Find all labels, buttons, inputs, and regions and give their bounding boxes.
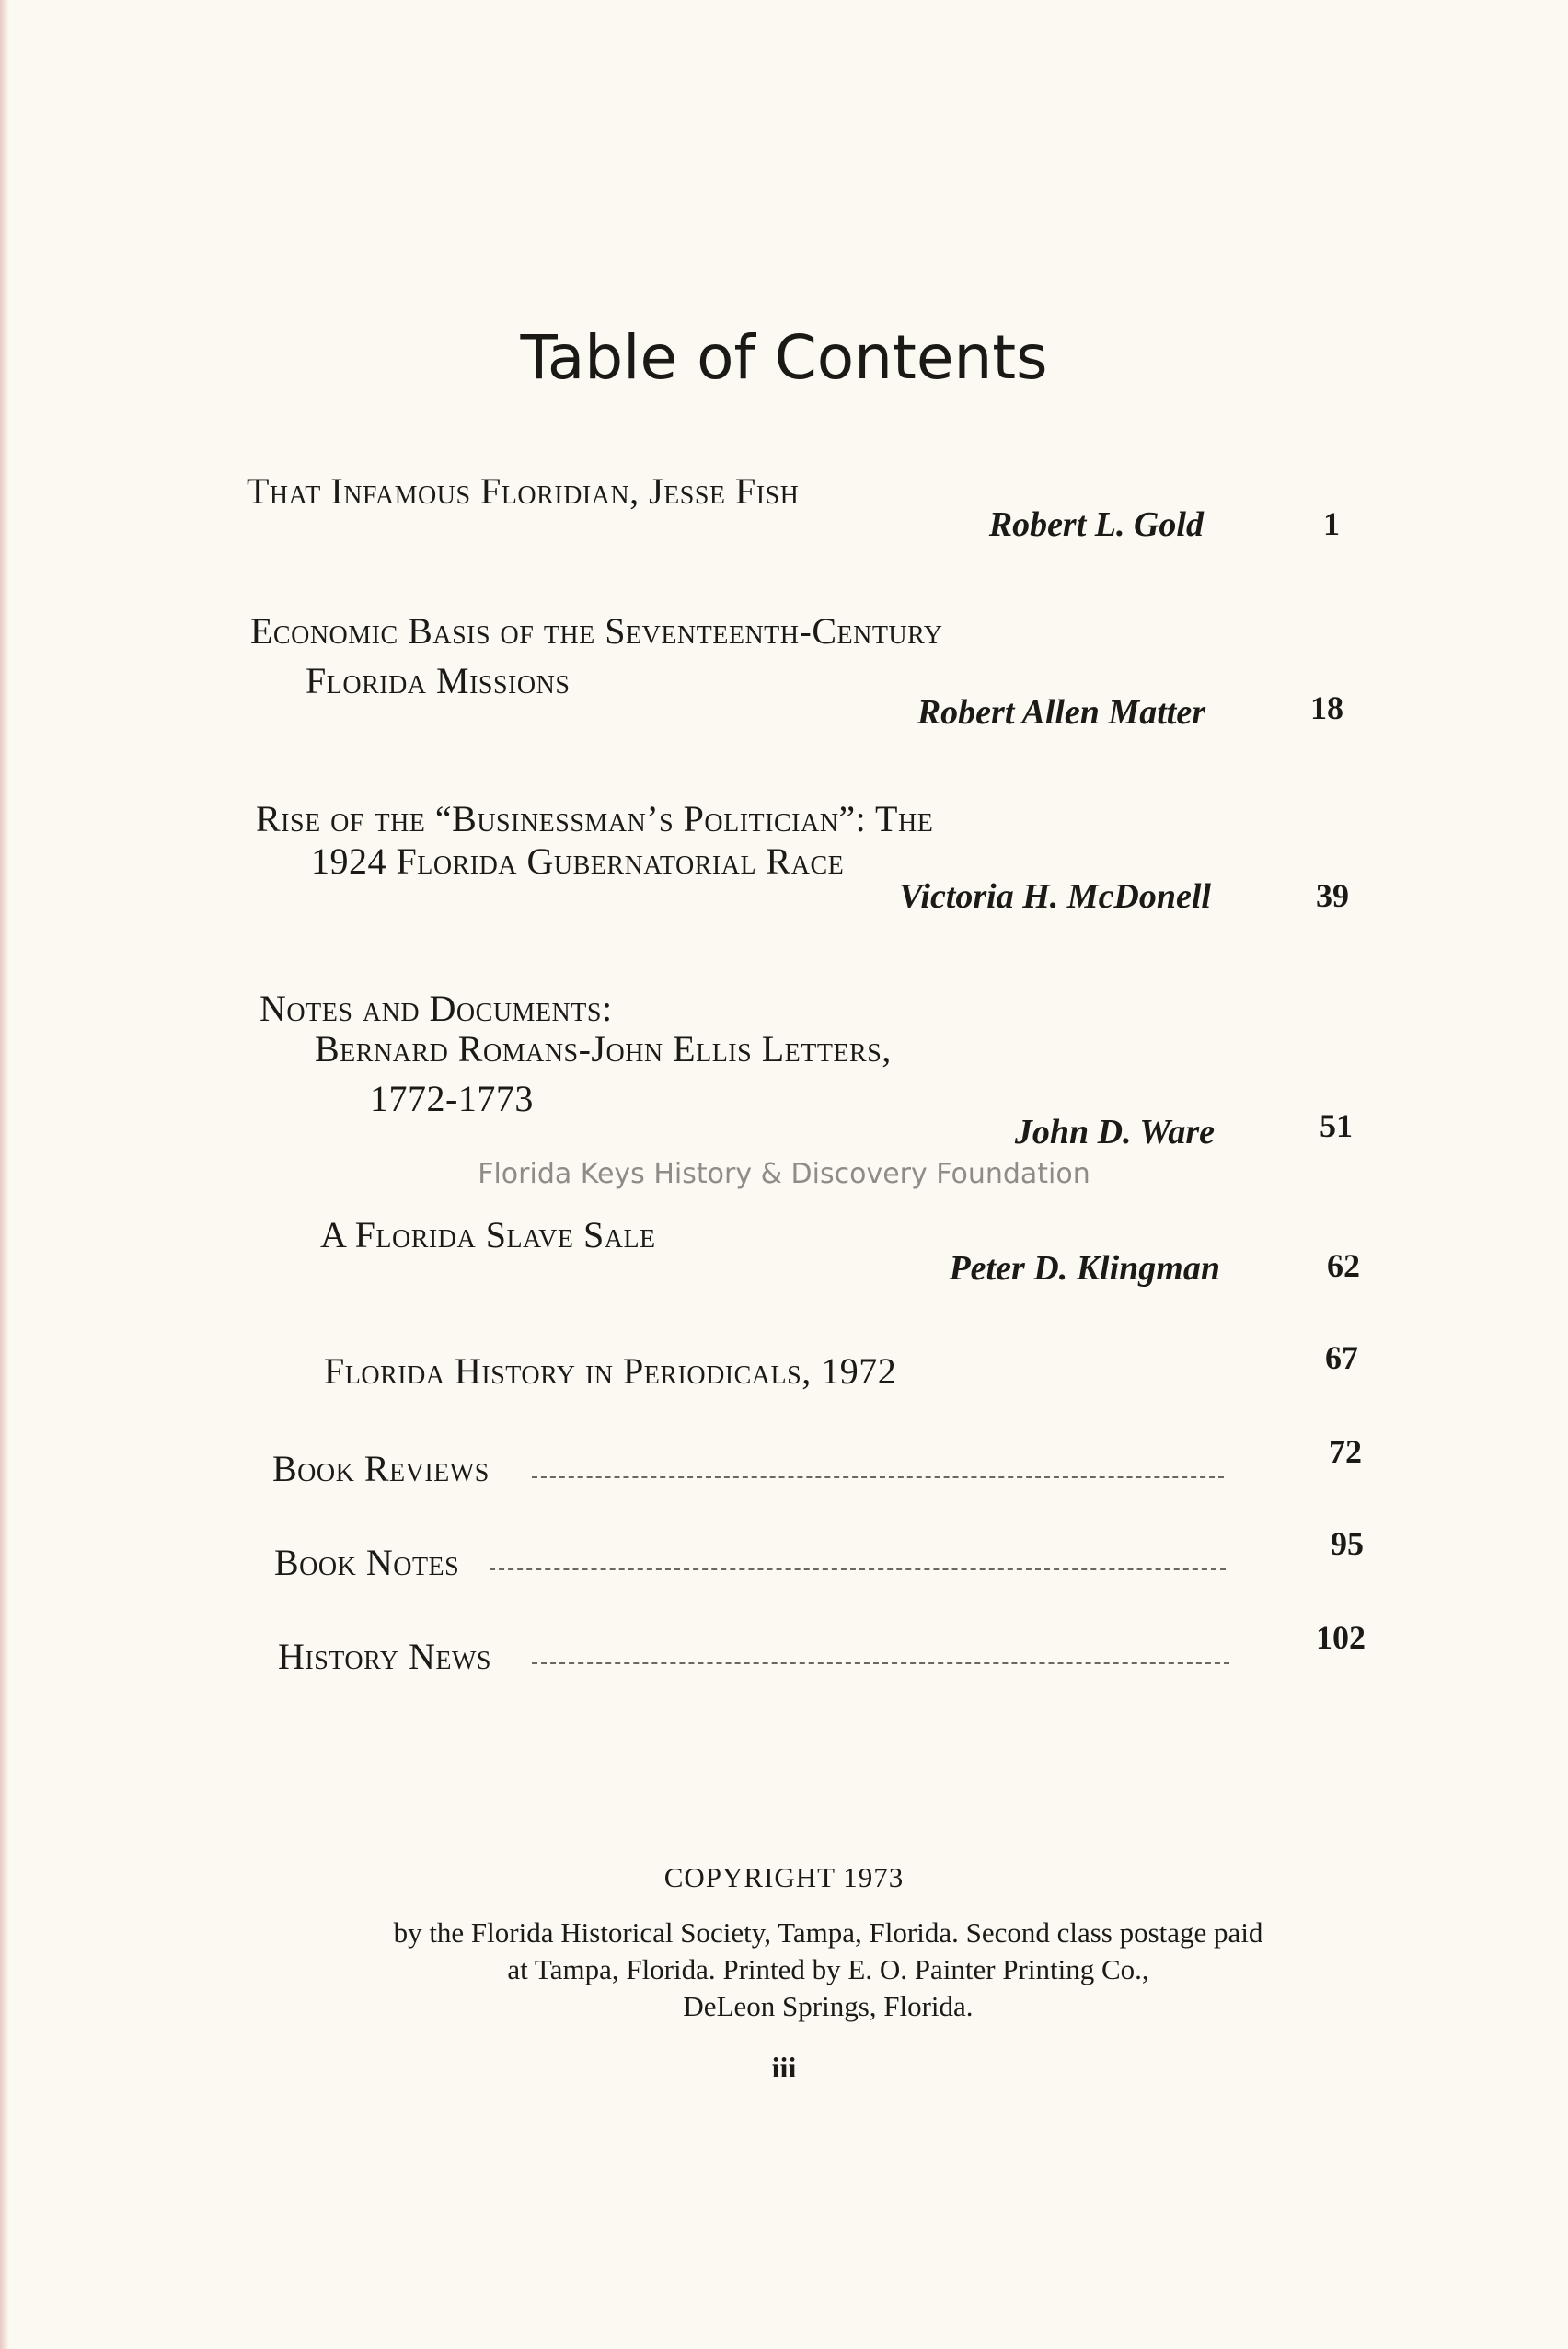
copyright-line-3: DeLeon Springs, Florida. bbox=[683, 1990, 974, 2022]
page-number: iii bbox=[771, 2051, 797, 2084]
page-title: Table of Contents bbox=[520, 322, 1048, 393]
section-book-reviews-title: Book Reviews bbox=[272, 1448, 490, 1489]
section-book-reviews-page: 72 bbox=[1329, 1433, 1362, 1470]
notes-item-1-title-line-2: 1772-1773 bbox=[370, 1078, 534, 1119]
entry-2-page: 18 bbox=[1310, 689, 1343, 726]
copyright-text bbox=[276, 1915, 1380, 2025]
entry-3-author: Victoria H. McDonell bbox=[899, 877, 1211, 916]
entry-3-title-line-2: 1924 Florida Gubernatorial Race bbox=[311, 840, 845, 882]
notes-item-2-page: 62 bbox=[1327, 1247, 1360, 1284]
periodicals-page: 67 bbox=[1325, 1339, 1358, 1376]
section-book-notes-page: 95 bbox=[1331, 1525, 1364, 1562]
copyright-line-1: by the Florida Historical Society, Tampa, Florida. Second class postage paid bbox=[393, 1916, 1263, 1949]
notes-item-2-author: Peter D. Klingman bbox=[949, 1249, 1220, 1288]
entry-1-author: Robert L. Gold bbox=[988, 505, 1204, 544]
section-history-news-page: 102 bbox=[1316, 1619, 1366, 1656]
entry-3-title-line-1: Rise of the “Businessman’s Politician”: The bbox=[256, 798, 934, 839]
entry-1-page: 1 bbox=[1323, 505, 1340, 542]
notes-item-1-title-line-1: Bernard Romans-John Ellis Letters, bbox=[315, 1028, 892, 1070]
entry-3-page: 39 bbox=[1316, 877, 1349, 914]
entry-2-title-line-2: Florida Missions bbox=[306, 660, 571, 701]
copyright-heading: COPYRIGHT 1973 bbox=[663, 1861, 905, 1893]
section-history-news-title: History News bbox=[278, 1636, 491, 1677]
leader-line bbox=[532, 1662, 1229, 1664]
entry-2-author: Robert Allen Matter bbox=[917, 693, 1205, 732]
notes-item-1-page: 51 bbox=[1320, 1107, 1353, 1144]
entry-1-title: That Infamous Floridian, Jesse Fish bbox=[247, 470, 800, 512]
notes-item-2-title: A Florida Slave Sale bbox=[320, 1214, 656, 1256]
leader-line bbox=[532, 1476, 1224, 1478]
notes-item-1-author: John D. Ware bbox=[1014, 1113, 1215, 1151]
copyright-line-2: at Tampa, Florida. Printed by E. O. Painter Printing Co., bbox=[507, 1953, 1149, 1985]
notes-heading: Notes and Documents: bbox=[259, 988, 613, 1029]
entry-2-title-line-1: Economic Basis of the Seventeenth-Century bbox=[250, 610, 943, 652]
periodicals-title: Florida History in Periodicals, 1972 bbox=[324, 1350, 897, 1392]
watermark: Florida Keys History & Discovery Foundation bbox=[478, 1158, 1090, 1190]
section-book-notes-title: Book Notes bbox=[274, 1542, 460, 1583]
leader-line bbox=[490, 1568, 1226, 1570]
